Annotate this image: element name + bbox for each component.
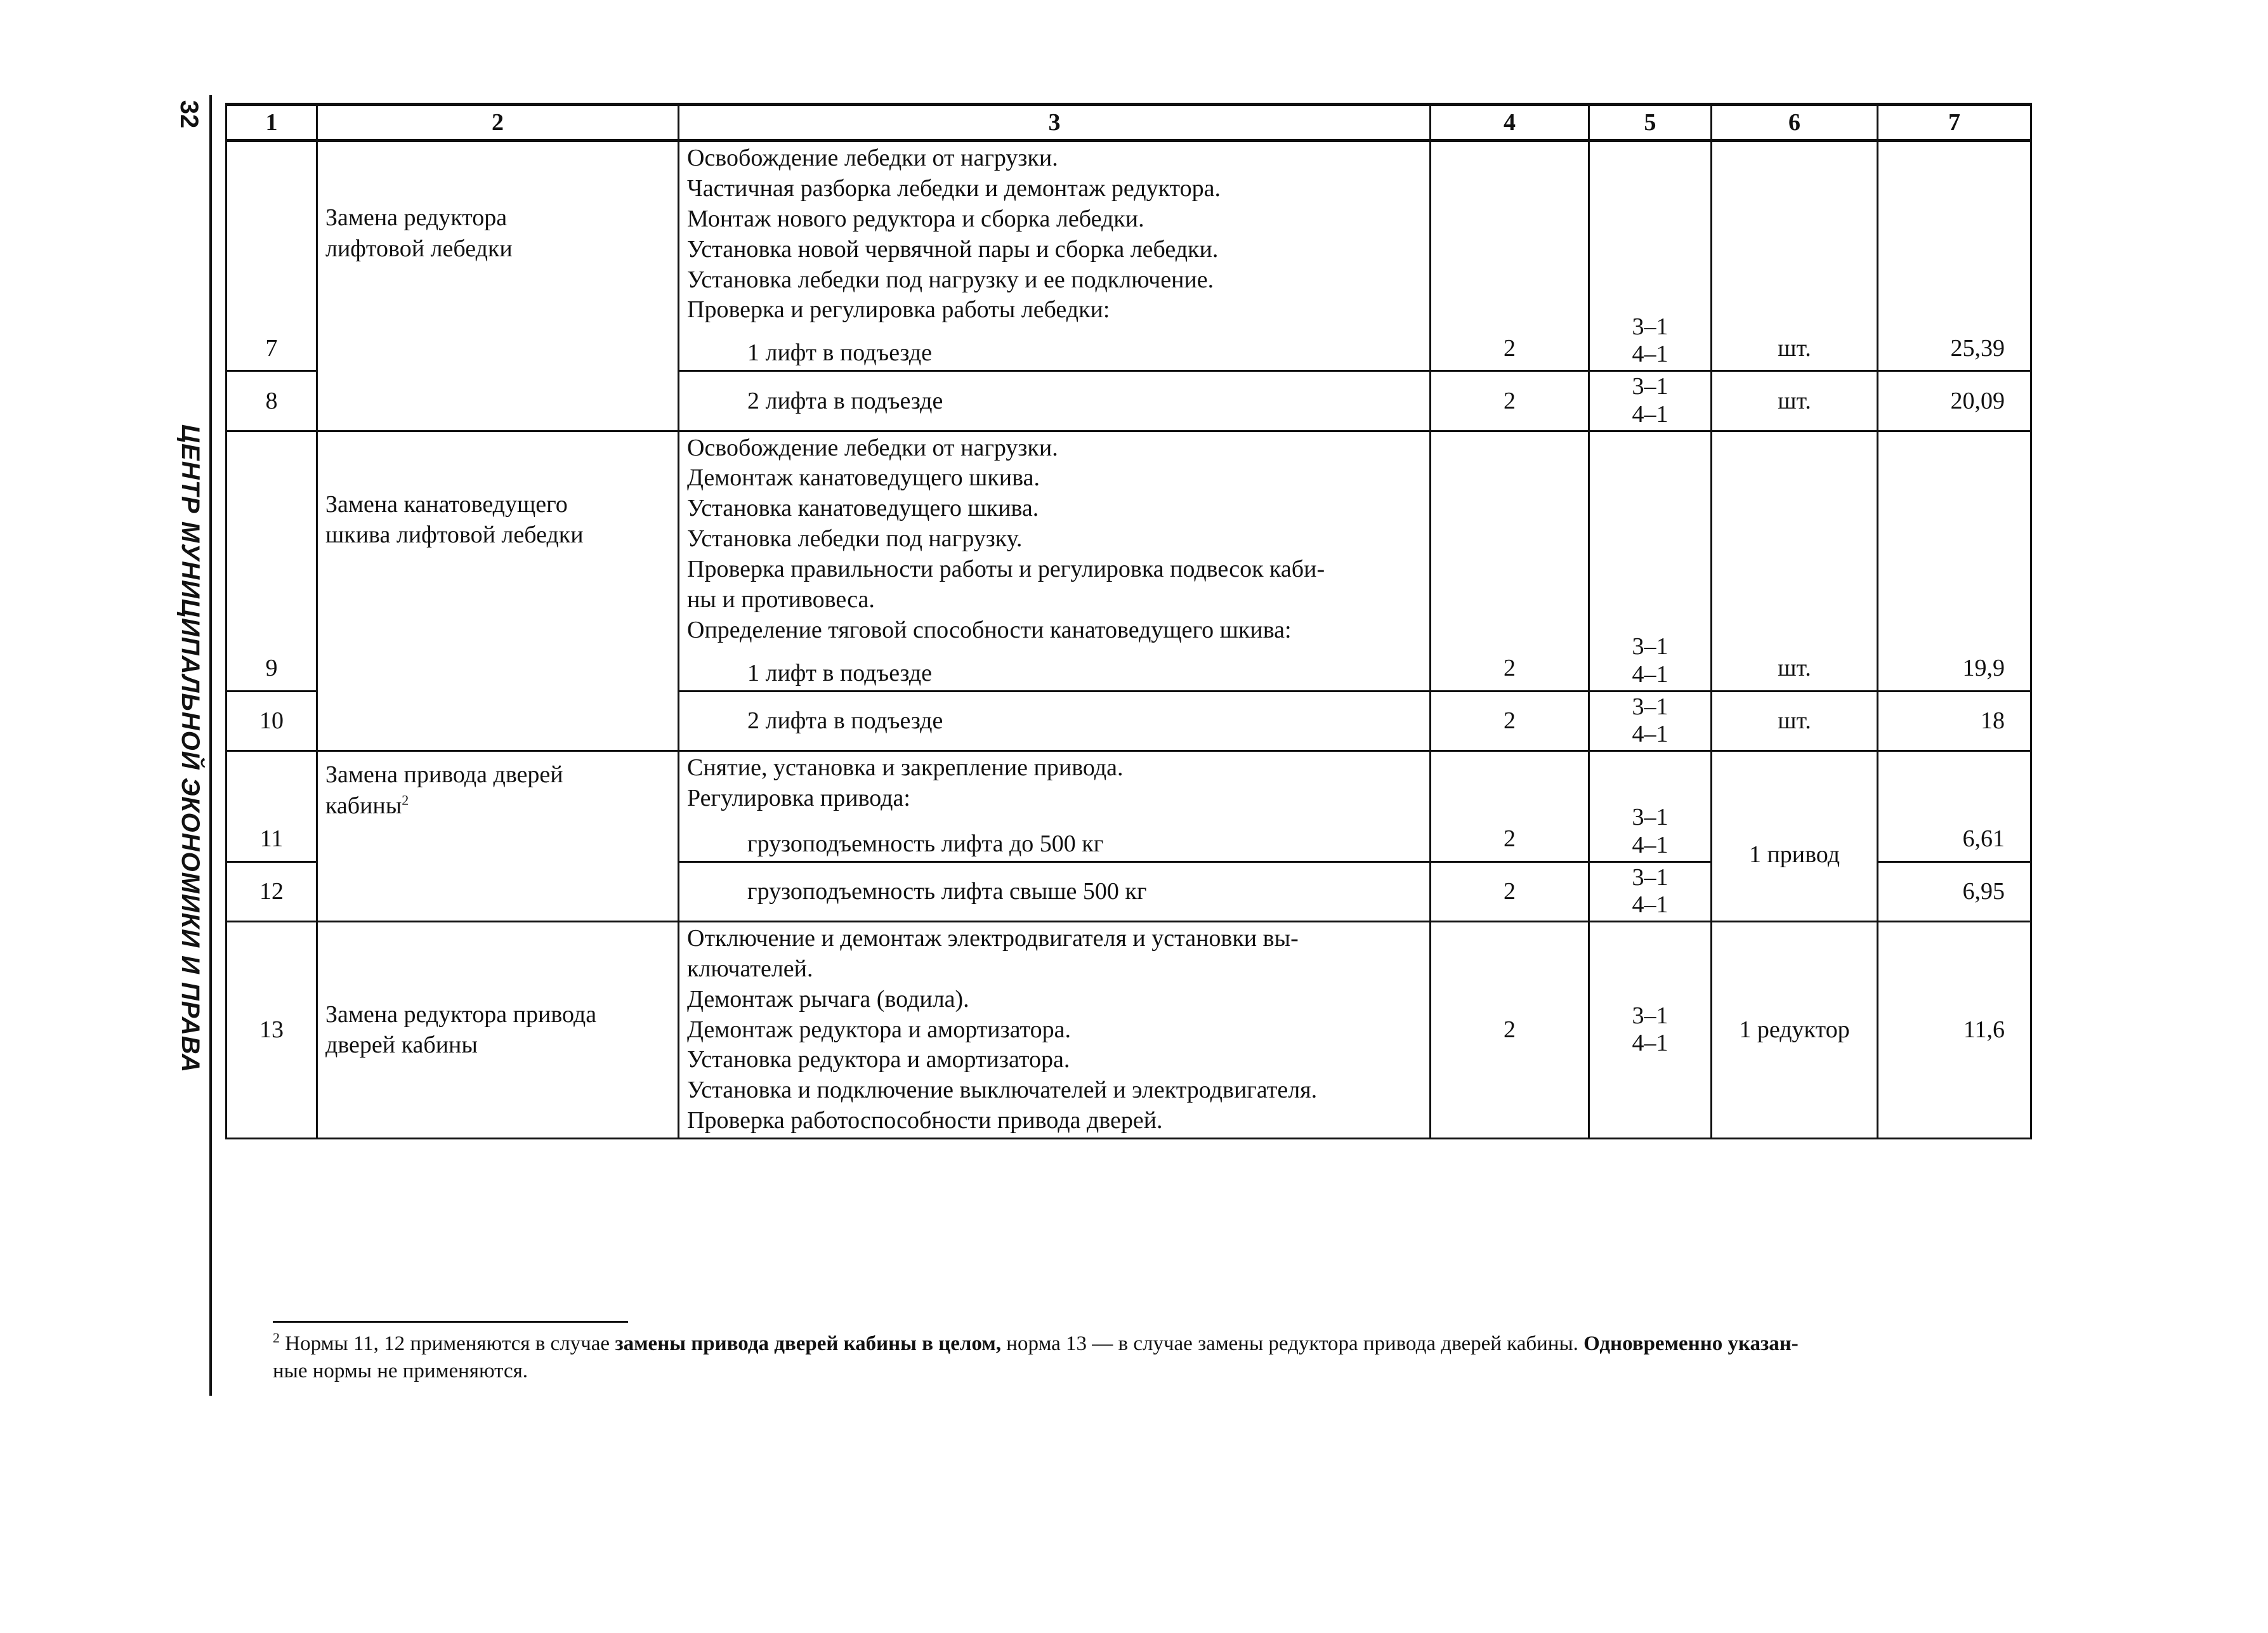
desc-line: Освобождение лебедки от нагрузки. — [687, 145, 1058, 171]
variant-label: грузоподъемность лифта до 500 кг — [747, 830, 1104, 857]
desc-line: Установка редуктора и амортизатора. — [687, 1046, 1070, 1073]
norms-table — [225, 103, 2032, 1139]
grade-line: 4–1 — [1632, 831, 1668, 858]
work-description — [679, 921, 1431, 1138]
work-name — [317, 141, 679, 431]
table-row — [226, 751, 2031, 862]
unit-cell: 1 привод — [1712, 751, 1878, 921]
work-description — [679, 862, 1431, 921]
footnote-rule — [273, 1321, 628, 1323]
desc-line: Проверка работоспособности привода дверей. — [687, 1107, 1163, 1134]
footnote-text: норма 13 — в случае замены редуктора привода дверей кабины. — [1001, 1332, 1584, 1355]
table-row — [226, 141, 2031, 371]
table-row — [226, 921, 2031, 1138]
work-description — [679, 751, 1431, 862]
work-name — [317, 751, 679, 921]
row-number: 11 — [226, 751, 317, 862]
col4-value: 2 — [1431, 431, 1589, 691]
footnote-ref: 2 — [402, 791, 409, 808]
desc-line: Снятие, установка и закрепление привода. — [687, 754, 1124, 781]
work-description — [679, 141, 1431, 371]
footnote-text: Нормы 11, 12 применяются в случае — [280, 1332, 615, 1355]
work-name-label: Замена привода дверей кабины — [325, 761, 563, 819]
norm-value: 19,9 — [1878, 431, 2031, 691]
norm-value: 25,39 — [1878, 141, 2031, 371]
desc-line: Установка новой червячной пары и сборка лебедки. — [687, 235, 1219, 263]
grade-line: 3–1 — [1632, 313, 1668, 340]
desc-line: ключателей. — [687, 955, 813, 982]
row-number — [226, 141, 317, 371]
variant-label: 1 лифт в подъезде — [747, 339, 933, 367]
norm-value: 6,95 — [1878, 862, 2031, 921]
unit-cell: шт. — [1712, 141, 1878, 371]
col4-value: 2 — [1431, 141, 1589, 371]
work-name-text: Замена канатоведущего шкива лифтовой лебедки — [325, 490, 584, 549]
grade-line: 4–1 — [1632, 341, 1668, 368]
page-number: 32 — [175, 100, 204, 129]
work-name-text — [325, 759, 592, 821]
footnote-text: ные нормы не применяются. — [273, 1359, 528, 1382]
row-number: 12 — [226, 862, 317, 921]
desc-line: Установка лебедки под нагрузку. — [687, 525, 1023, 553]
variant-label: 1 лифт в подъезде — [747, 659, 933, 686]
grade-cell — [1589, 141, 1712, 371]
work-name — [317, 431, 679, 751]
row-number: 13 — [226, 921, 317, 1138]
variant-label: 2 лифта в подъезде — [747, 387, 943, 414]
work-description — [679, 691, 1431, 751]
side-caption: ЦЕНТР МУНИЦИПАЛЬНОЙ ЭКОНОМИКИ И ПРАВА — [176, 424, 205, 1073]
desc-line: Отключение и демонтаж электродвигателя и установки вы- — [687, 924, 1299, 952]
col4-value: 2 — [1431, 921, 1589, 1138]
row-number: 8 — [226, 371, 317, 431]
grade-line: 4–1 — [1632, 400, 1668, 428]
footnote-mark: 2 — [273, 1330, 280, 1346]
col-header-2: 2 — [317, 105, 679, 141]
desc-line: Регулировка привода: — [687, 784, 910, 811]
footnote — [273, 1329, 2024, 1385]
desc-line: Установка и подключение выключателей и электродвигателя. — [687, 1077, 1318, 1104]
desc-line: Демонтаж канатоведущего шкива. — [687, 464, 1040, 492]
col-header-7: 7 — [1878, 105, 2031, 141]
row-number-text: 7 — [265, 334, 278, 362]
grade-line: 3–1 — [1632, 863, 1668, 891]
norm-value: 20,09 — [1878, 371, 2031, 431]
col4-value: 2 — [1431, 691, 1589, 751]
work-name-text: Замена редуктора привода дверей кабины — [325, 1000, 597, 1059]
variant-label: грузоподъемность лифта свыше 500 кг — [747, 877, 1147, 905]
desc-line: Установка лебедки под нагрузку и ее подключение. — [687, 266, 1214, 293]
grade-cell — [1589, 751, 1712, 862]
footnote-bold: замены привода дверей кабины в целом, — [615, 1332, 1002, 1355]
desc-line: Определение тяговой способности канатоведущего шкива: — [687, 616, 1292, 643]
desc-line: Освобождение лебедки от нагрузки. — [687, 434, 1058, 461]
work-description — [679, 371, 1431, 431]
grade-line: 3–1 — [1632, 804, 1668, 831]
grade-cell — [1589, 431, 1712, 691]
col-header-3: 3 — [679, 105, 1431, 141]
margin-line — [209, 95, 212, 1396]
norm-value: 6,61 — [1878, 751, 2031, 862]
desc-line: Установка канатоведущего шкива. — [687, 495, 1039, 522]
work-name — [317, 921, 679, 1138]
table-row — [226, 431, 2031, 691]
norm-value: 11,6 — [1878, 921, 2031, 1138]
desc-line: Частичная разборка лебедки и демонтаж редуктора. — [687, 174, 1221, 202]
grade-line: 3–1 — [1632, 1002, 1668, 1029]
grade-cell — [1589, 862, 1712, 921]
row-number: 9 — [226, 431, 317, 691]
col-header-5: 5 — [1589, 105, 1712, 141]
desc-line: ны и противовеса. — [687, 586, 875, 613]
col4-value: 2 — [1431, 371, 1589, 431]
grade-cell — [1589, 921, 1712, 1138]
desc-line: Проверка и регулировка работы лебедки: — [687, 296, 1110, 324]
unit-cell: шт. — [1712, 431, 1878, 691]
col4-value: 2 — [1431, 862, 1589, 921]
desc-line: Проверка правильности работы и регулировка подвесок каби- — [687, 556, 1325, 582]
col4-value: 2 — [1431, 751, 1589, 862]
desc-line: Демонтаж редуктора и амортизатора. — [687, 1016, 1072, 1043]
grade-cell — [1589, 371, 1712, 431]
grade-line: 4–1 — [1632, 721, 1668, 748]
grade-line: 4–1 — [1632, 660, 1668, 688]
grade-line: 3–1 — [1632, 693, 1668, 720]
work-name-text: Замена редуктора лифтовой лебедки — [325, 204, 513, 262]
col-header-6: 6 — [1712, 105, 1878, 141]
unit-cell: 1 редуктор — [1712, 921, 1878, 1138]
row-number: 10 — [226, 691, 317, 751]
grade-line: 3–1 — [1632, 373, 1668, 400]
grade-line: 4–1 — [1632, 891, 1668, 919]
desc-line: Демонтаж рычага (водила). — [687, 985, 969, 1013]
variant-label: 2 лифта в подъезде — [747, 707, 943, 734]
grade-cell — [1589, 691, 1712, 751]
grade-line: 3–1 — [1632, 633, 1668, 660]
header-row — [226, 105, 2031, 141]
col-header-1: 1 — [226, 105, 317, 141]
grade-line: 4–1 — [1632, 1030, 1668, 1057]
desc-line: Монтаж нового редуктора и сборка лебедки. — [687, 205, 1144, 232]
unit-cell: шт. — [1712, 691, 1878, 751]
col-header-4: 4 — [1431, 105, 1589, 141]
unit-cell: шт. — [1712, 371, 1878, 431]
footnote-bold: Одновременно указан- — [1583, 1332, 1799, 1355]
norm-value: 18 — [1878, 691, 2031, 751]
work-description — [679, 431, 1431, 691]
